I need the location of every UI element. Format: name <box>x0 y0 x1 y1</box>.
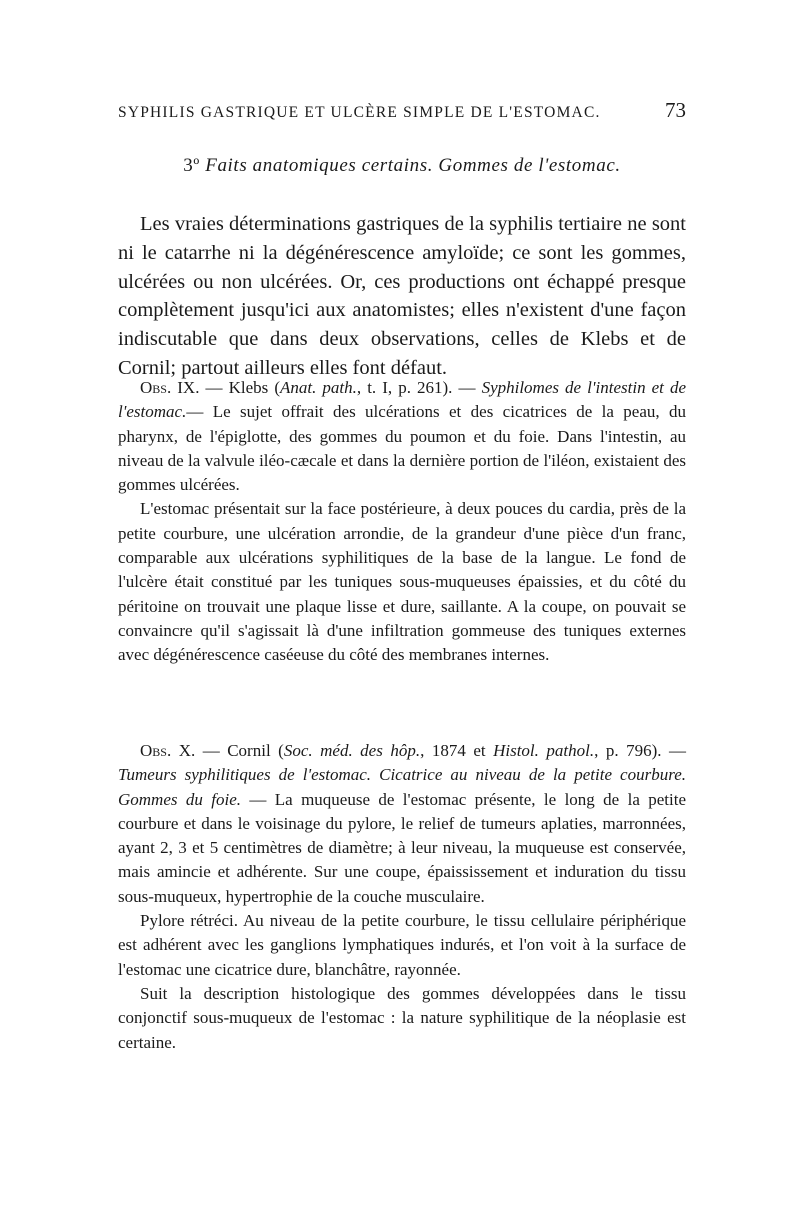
observation-x-paragraph-3: Suit la description histologique des gommes développées dans le tissu conjonctif sous-muqueux de l'estomac : la nature syphilitique de la néoplasie est certaine. <box>118 983 686 1052</box>
observation-ix-title: Syphilomes de l'intestin et de l'estomac. <box>118 378 687 422</box>
running-head <box>118 98 686 123</box>
section-heading <box>118 155 686 177</box>
observation-ix-label: Obs. IX. <box>140 378 200 397</box>
intro-paragraph-block <box>118 210 686 383</box>
intro-paragraph: Les vraies déterminations gastriques de la syphilis tertiaire ne sont ni le catarrhe ni la dégénérescence amyloïde; ce sont les gommes, ulcérées ou non ulcérées. Or, ces productions ont échappé presque complètement jusqu'ici aux anatomistes; elles n'existent d'une façon indiscutable que dans deux observations, celles de Klebs et de Cornil; partout ailleurs elles font défaut. <box>118 213 686 379</box>
page-number: 73 <box>665 98 686 122</box>
observation-x-reference-1-rest: , 1874 et <box>420 741 494 760</box>
observation-x-title: Tumeurs syphilitiques de l'estomac. Cicatrice au niveau de la petite courbure. Gommes du foie. <box>118 765 686 809</box>
observation-ix-paragraph-2: L'estomac présentait sur la face postérieure, à deux pouces du cardia, près de la petite courbure, une ulcération arrondie, de la grandeur d'une pièce d'un franc, comparable aux ulcérations syphilitiques de la base de la langue. Le fond de l'ulcère était constitué par les tuniques sous-muqueuses épaissies, et du côté du péritoine on trouvait une plaque lisse et dure, saillante. A la coupe, on pouvait se convaincre qu'il s'agissait là d'une infiltration gommeuse des tuniques externes avec dégénérescence caséeuse du côté des membranes internes. <box>118 499 686 665</box>
observation-x-reference-2-rest: , p. 796). — <box>594 741 687 760</box>
observation-x-reference-2: Histol. pathol. <box>493 741 595 760</box>
observation-x-paragraph-1 <box>118 739 686 909</box>
observation-x-author: — Cornil ( <box>195 741 284 760</box>
observation-x-text: — La muqueuse de l'estomac présente, le long de la petite courbure et dans le voisinage du pylore, le relief de tumeurs aplaties, marronnées, ayant 2, 3 et 5 centimètres de diamètre; à leur niveau, la muqueuse est conservée, mais amincie et adhérente. Sur une coupe, épaississement et induration du tissu sous-muqueux, hypertrophie de la couche musculaire. <box>118 789 687 906</box>
observation-ix <box>118 376 686 668</box>
observation-x <box>118 739 686 1055</box>
observation-ix-reference-rest: , t. I, p. 261). — <box>356 378 482 397</box>
section-number: 3º <box>183 155 200 176</box>
observation-ix-author: — Klebs ( <box>199 378 280 397</box>
observation-ix-paragraph-1 <box>118 376 686 497</box>
observation-ix-text: — Le sujet offrait des ulcérations et des cicatrices de la peau, du pharynx, de l'épiglotte, des gommes du poumon et du foie. Dans l'intestin, au niveau de la valvule iléo-cæcale et dans la dernière portion de l'iléon, existaient des gommes ulcérées. <box>118 402 686 495</box>
observation-x-label: Obs. X. <box>140 741 196 760</box>
observation-ix-reference: Anat. path. <box>279 378 357 397</box>
observation-x-paragraph-2: Pylore rétréci. Au niveau de la petite courbure, le tissu cellulaire périphérique est adhérent avec les ganglions lymphatiques indurés, et l'on voit à la surface de l'estomac une cicatrice dure, blanchâtre, rayonnée. <box>118 911 686 979</box>
section-title: Faits anatomiques certains. Gommes de l'estomac. <box>205 155 621 176</box>
observation-x-reference-1: Soc. méd. des hôp. <box>283 741 421 760</box>
running-title: SYPHILIS GASTRIQUE ET ULCÈRE SIMPLE DE L'ESTOMAC. <box>118 104 601 121</box>
